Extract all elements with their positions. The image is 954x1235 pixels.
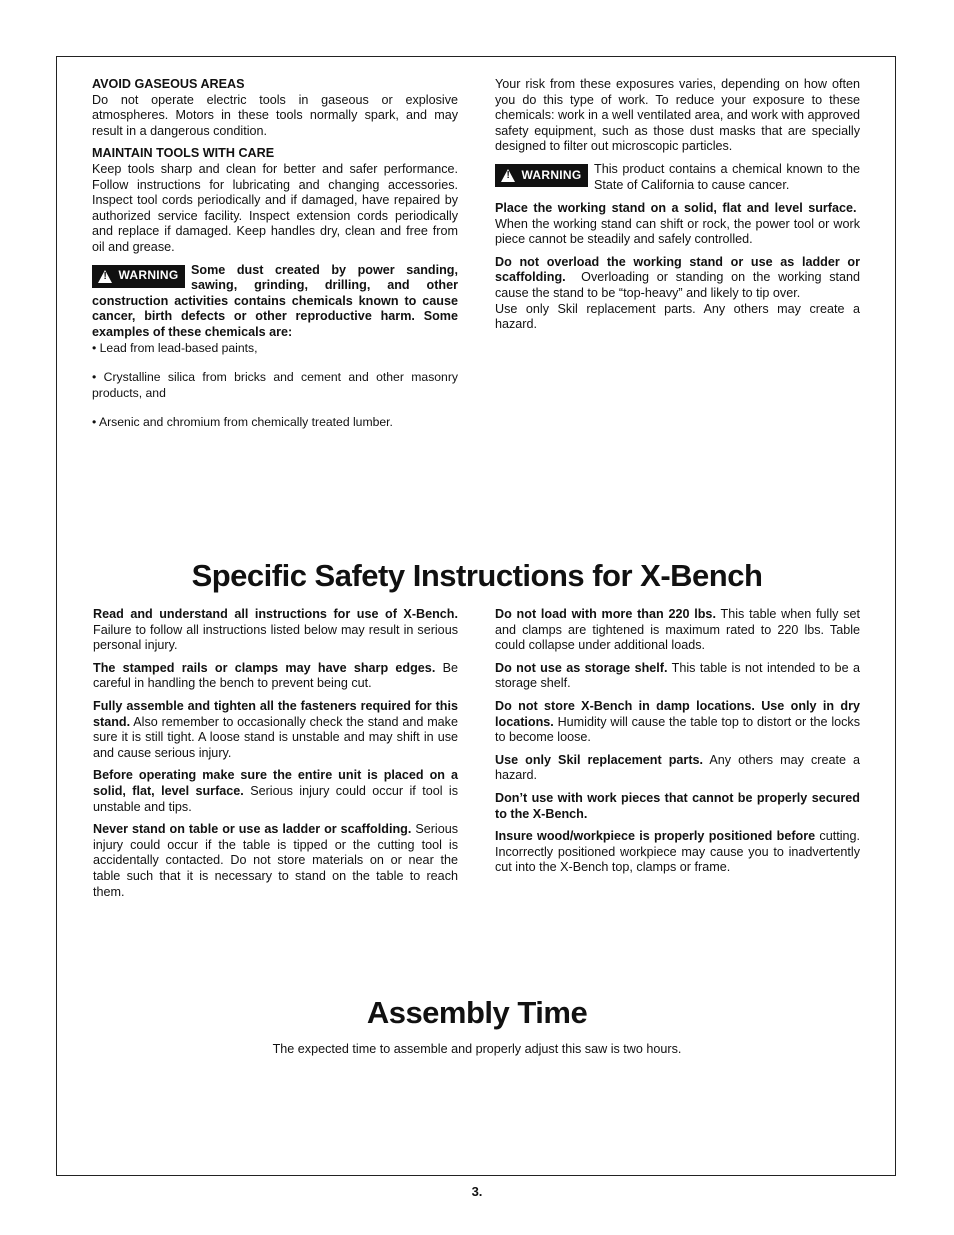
instruction-body: Serious injury could occur if tool is unstable and tips.: [93, 783, 459, 814]
instruction-body: This table is not intended to be a storage shelf.: [495, 660, 860, 691]
right-column-top: [495, 77, 860, 340]
instruction-body: Humidity will cause the table top to distort or the locks to become loose.: [495, 714, 861, 745]
instruction-lead: Never stand on table or use as ladder or scaffolding.: [93, 822, 412, 837]
instruction-body: Also remember to occasionally check the stand and make sure it is still tight. A loose stand is unstable and may shift in use and cause serious injury.: [93, 714, 458, 760]
instruction-lead: Use only Skil replacement parts.: [495, 752, 704, 767]
instruction-body: Failure to follow all instructions listed below may result in serious personal injury.: [93, 622, 458, 653]
warning-label: WARNING: [118, 268, 179, 283]
paragraph-body: Overloading or standing on the working stand cause the stand to be “top-heavy” and likely to tip over.: [495, 270, 861, 300]
instruction-body: Any others may create a hazard.: [495, 752, 860, 783]
instruction-lead: Fully assemble and tighten all the fasteners required for this stand.: [93, 698, 458, 729]
bullet-item: • Lead from lead-based paints,: [92, 340, 258, 355]
bullet-item: • Arsenic and chromium from chemically treated lumber.: [92, 415, 393, 430]
paragraph: Your risk from these exposures varies, depending on how often you do this type of work. To reduce your exposure to these chemicals: work in a well ventilated area, and work with approved safety equipment, such as those dust masks that are specially designed to filter out microscopic particles.: [495, 77, 860, 154]
page-number: 3.: [471, 1184, 483, 1199]
section-heading: MAINTAIN TOOLS WITH CARE: [92, 146, 275, 161]
paragraph-body: When the working stand can shift or rock, the power tool or work piece cannot be steadily and safely controlled.: [495, 216, 860, 247]
warning-badge: [92, 265, 185, 288]
assembly-text: The expected time to assemble and properly adjust this saw is two hours.: [272, 1042, 682, 1056]
instruction-lead: Insure wood/workpiece is properly positioned before: [495, 829, 816, 844]
instruction-lead: The stamped rails or clamps may have sharp edges.: [93, 660, 436, 675]
assembly-title: Assembly Time: [366, 995, 588, 1030]
warning-text: Some dust created by power sanding, sawing, grinding, drilling, and other construction activities contains chemicals known to cause cancer, birth defects or other reproductive harm. Some examples of these chemicals are:: [92, 262, 458, 339]
paragraph-lead: Place the working stand on a solid, flat and level surface.: [495, 200, 857, 215]
warning-triangle-icon: [98, 270, 112, 283]
section-body: Do not operate electric tools in gaseous or explosive atmospheres. Motors in these tools normally spark, and may result in a dangerous condition.: [92, 92, 458, 138]
warning-triangle-icon: [501, 169, 515, 182]
warning-text: This product contains a chemical known to the State of California to cause cancer.: [594, 161, 860, 192]
instruction-lead: Read and understand all instructions for use of X-Bench.: [93, 607, 458, 621]
paragraph: Use only Skil replacement parts. Any others may create a hazard.: [495, 301, 860, 332]
instruction-body: Be careful in handling the bench to prevent being cut.: [93, 660, 459, 691]
section-title: Specific Safety Instructions for X-Bench: [191, 558, 763, 593]
section-body: Keep tools sharp and clean for better and safer performance. Follow instructions for lubricating and changing accessories. Inspect tool cords periodically and if damaged, have repaired by authorized service facility. Inspect extension cords periodically and replace if damaged. Keep handles dry, clean and free from oil and grease.: [92, 161, 458, 254]
left-column-top: [92, 77, 458, 440]
instruction-lead: Don’t use with work pieces that cannot be properly secured to the X-Bench.: [495, 790, 860, 821]
warning-label: WARNING: [521, 167, 582, 182]
bullet-item: • Crystalline silica from bricks and cement and other masonry products, and: [92, 370, 458, 400]
instruction-lead: Do not use as storage shelf.: [495, 660, 668, 675]
warning-badge: [495, 164, 588, 187]
instruction-body: Serious injury could occur if the table is tipped or the cutting tool is accidentally contacted. Do not store materials on or near the table such that it is necessary to stand on the table to reach them.: [93, 822, 459, 899]
instruction-lead: Do not store X-Bench in damp locations. Use only in dry locations.: [495, 698, 860, 729]
instruction-body: cutting. Incorrectly positioned workpiece may cause you to inadvertently cut into the X-Bench top, clamps or frame.: [495, 829, 860, 875]
xbench-left-column: [93, 607, 458, 907]
paragraph-lead: Do not overload the working stand or use as ladder or scaffolding.: [495, 254, 860, 285]
xbench-right-column: [495, 607, 860, 883]
instruction-lead: Before operating make sure the entire unit is placed on a solid, flat, level surface.: [93, 768, 458, 798]
instruction-body: This table when fully set and clamps are tightened is maximum rated to 220 lbs. Table could collapse under additional loads.: [495, 607, 860, 653]
instruction-lead: Do not load with more than 220 lbs.: [495, 607, 716, 621]
section-heading: AVOID GASEOUS AREAS: [92, 77, 245, 91]
